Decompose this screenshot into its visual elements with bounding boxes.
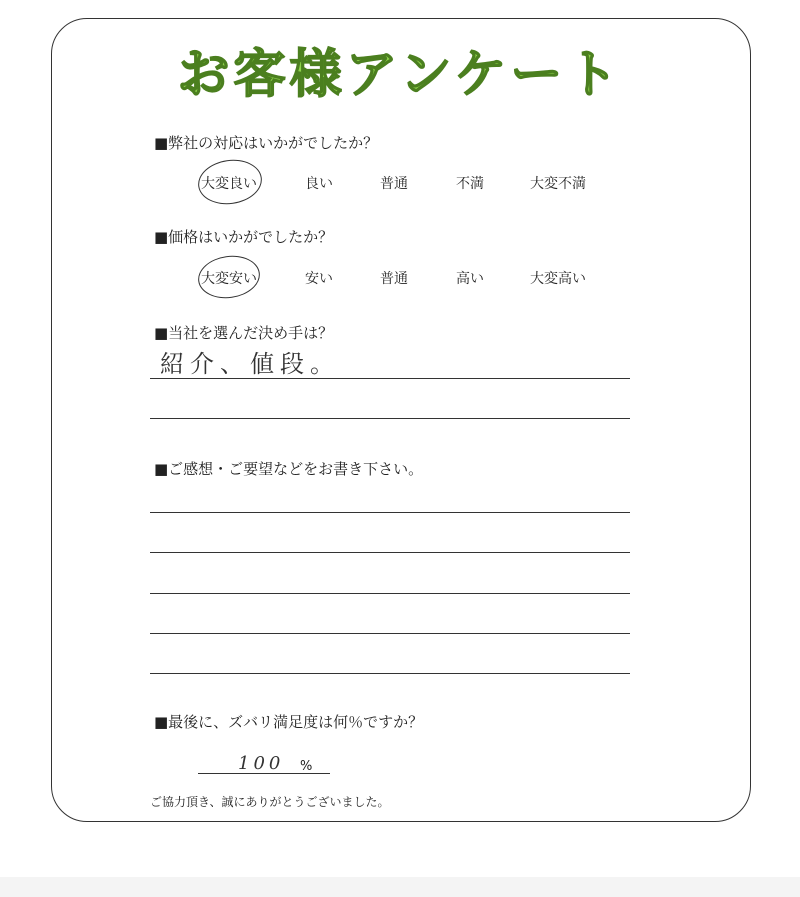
decision-line-2 bbox=[150, 418, 630, 419]
question-price: ■価格はいかがでしたか？ bbox=[154, 228, 334, 246]
price-option-expensive[interactable]: 高い bbox=[456, 271, 484, 287]
thanks-message: ご協力頂き、誠にありがとうございました。 bbox=[150, 795, 390, 809]
feedback-line-5 bbox=[150, 673, 630, 674]
question-satisfaction: ■最後に、ズバリ満足度は何％ですか？ bbox=[154, 713, 424, 731]
service-option-dissatisfied[interactable]: 不満 bbox=[456, 176, 484, 192]
question-decision: ■当社を選んだ決め手は？ bbox=[154, 324, 334, 342]
satisfaction-unit: % bbox=[300, 759, 313, 774]
decision-answer: 紹介、値段。 bbox=[160, 350, 340, 378]
survey-title: お客様アンケート bbox=[177, 45, 623, 105]
feedback-line-2 bbox=[150, 552, 630, 553]
price-option-very-cheap[interactable]: 大変安い bbox=[201, 271, 257, 287]
satisfaction-line bbox=[198, 773, 330, 774]
price-option-very-expensive[interactable]: 大変高い bbox=[530, 271, 586, 287]
feedback-line-4 bbox=[150, 633, 630, 634]
page-bottom-edge bbox=[0, 877, 800, 897]
satisfaction-value: 100 bbox=[238, 753, 285, 774]
question-service: ■弊社の対応はいかがでしたか？ bbox=[154, 134, 379, 152]
decision-line-1 bbox=[150, 378, 630, 379]
service-option-good[interactable]: 良い bbox=[305, 176, 333, 192]
service-option-very-good[interactable]: 大変良い bbox=[201, 176, 257, 192]
service-option-normal[interactable]: 普通 bbox=[380, 176, 408, 192]
price-option-normal[interactable]: 普通 bbox=[380, 271, 408, 287]
service-option-very-dissatisfied[interactable]: 大変不満 bbox=[530, 176, 586, 192]
price-option-cheap[interactable]: 安い bbox=[305, 271, 333, 287]
question-feedback: ■ご感想・ご要望などをお書き下さい。 bbox=[154, 460, 424, 478]
feedback-line-1 bbox=[150, 512, 630, 513]
feedback-line-3 bbox=[150, 593, 630, 594]
